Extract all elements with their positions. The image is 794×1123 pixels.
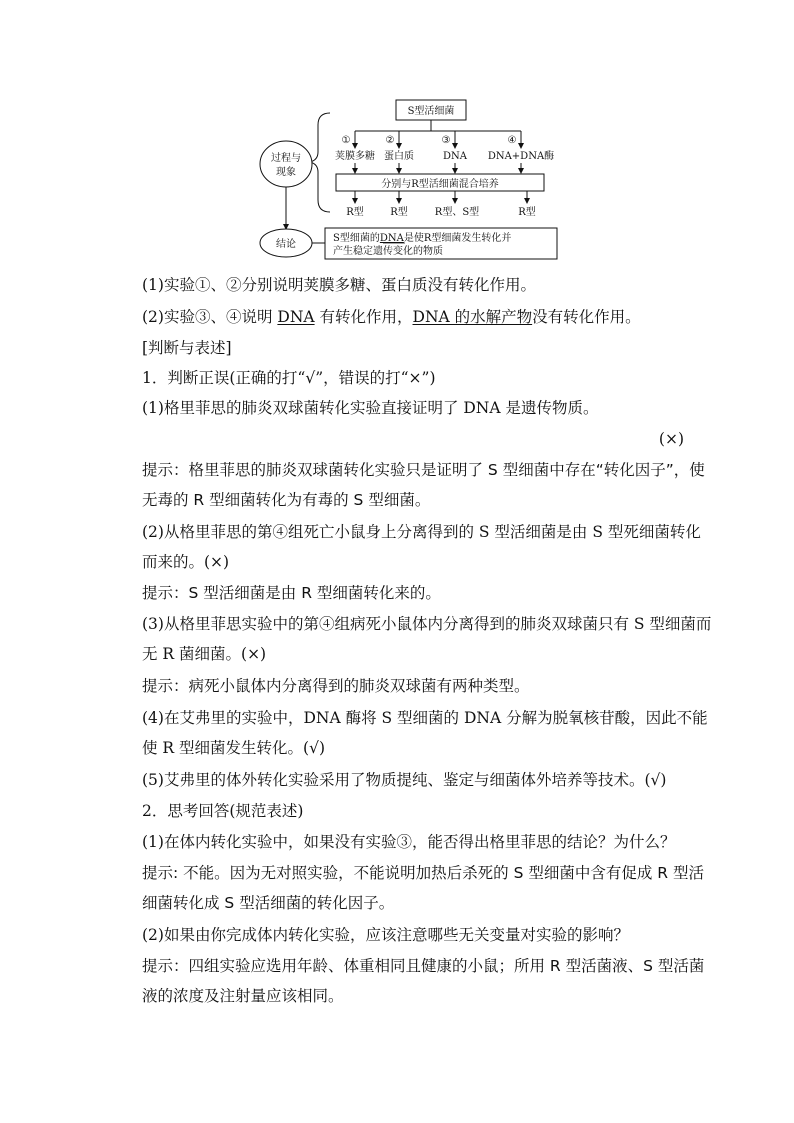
circle-number-3: ③ [441, 135, 451, 146]
underline-dna-hydrolysate: DNA 的水解产物 [412, 308, 533, 326]
process-brace [310, 113, 330, 212]
circle-number-1: ① [341, 135, 351, 146]
result-3: R型、S型 [434, 207, 480, 218]
mix-culture-label: 分别与R型活细菌混合培养 [381, 179, 499, 190]
question-1-2: (2)从格里菲思的第④组死亡小鼠身上分离得到的 S 型活细菌是由 S 型死细菌转化而来的。(×) [142, 523, 701, 571]
item-dna: DNA [443, 151, 467, 162]
conclusion-label: 结论 [276, 239, 296, 250]
underline-dna: DNA [277, 308, 315, 326]
conclusion-text-line1: S型细菌的DNA是使R型细菌发生转化并 [333, 233, 512, 244]
question-1-2-hint: 提示：S 型活细菌是由 R 型细菌转化来的。 [142, 584, 441, 602]
question-1-3-hint: 提示：病死小鼠体内分离得到的肺炎双球菌有两种类型。 [142, 677, 530, 695]
process-ellipse [260, 141, 312, 187]
item-protein: 蛋白质 [384, 151, 414, 162]
question-2-2: (2)如果由你完成体内转化实验，应该注意哪些无关变量对实验的影响？ [142, 926, 629, 944]
process-label-line2: 现象 [276, 167, 296, 178]
item-dna-plus-dnase: DNA+DNA酶 [487, 151, 555, 162]
circle-number-2: ② [385, 135, 395, 146]
question-1-title: 1．判断正误(正确的打“√”，错误的打“×”) [142, 369, 436, 387]
paragraph-p2: (2)实验③、④说明 DNA 有转化作用，DNA 的水解产物没有转化作用。 [142, 308, 641, 326]
question-2-1: (1)在体内转化实验中，如果没有实验③，能否得出格里菲思的结论？为什么？ [142, 833, 676, 851]
question-1-5: (5)艾弗里的体外转化实验采用了物质提纯、鉴定与细菌体外培养等技术。(√) [142, 771, 667, 789]
result-1: R型 [346, 207, 364, 218]
result-2: R型 [390, 207, 408, 218]
circle-number-4: ④ [507, 135, 517, 146]
conclusion-text-line2: 产生稳定遗传变化的物质 [333, 246, 443, 257]
section-heading: [判断与表述] [142, 339, 232, 357]
process-label-line1: 过程与 [271, 153, 301, 164]
paragraph-p1: (1)实验①、②分别说明荚膜多糖、蛋白质没有转化作用。 [142, 276, 536, 294]
experiment-diagram [0, 0, 794, 270]
s-live-bacteria-label: S型活细菌 [407, 106, 455, 117]
question-1-1-hint: 提示：格里菲思的肺炎双球菌转化实验只是证明了 S 型细菌中存在“转化因子”，使无毒的 R 型细菌转化为有毒的 S 型细菌。 [142, 461, 705, 509]
item-capsule-polysaccharide: 荚膜多糖 [335, 151, 375, 162]
result-4: R型 [518, 207, 536, 218]
question-1-1-mark: (×) [658, 430, 684, 448]
question-2-1-hint: 提示: 不能。因为无对照实验，不能说明加热后杀死的 S 型细菌中含有促成 R 型活细菌转化成 S 型活细菌的转化因子。 [142, 864, 704, 912]
question-1-4: (4)在艾弗里的实验中，DNA 酶将 S 型细菌的 DNA 分解为脱氧核苷酸，因此不能使 R 型细菌发生转化。(√) [142, 709, 708, 757]
question-2-title: 2．思考回答(规范表述) [142, 802, 304, 820]
question-2-2-hint: 提示：四组实验应选用年龄、体重相同且健康的小鼠；所用 R 型活菌液、S 型活菌液的浓度及注射量应该相同。 [142, 957, 705, 1005]
question-1-1: (1)格里菲思的肺炎双球菌转化实验直接证明了 DNA 是遗传物质。 [142, 399, 599, 417]
question-1-3: (3)从格里菲思实验中的第④组病死小鼠体内分离得到的肺炎双球菌只有 S 型细菌而无 R 菌细菌。(×) [142, 615, 712, 663]
